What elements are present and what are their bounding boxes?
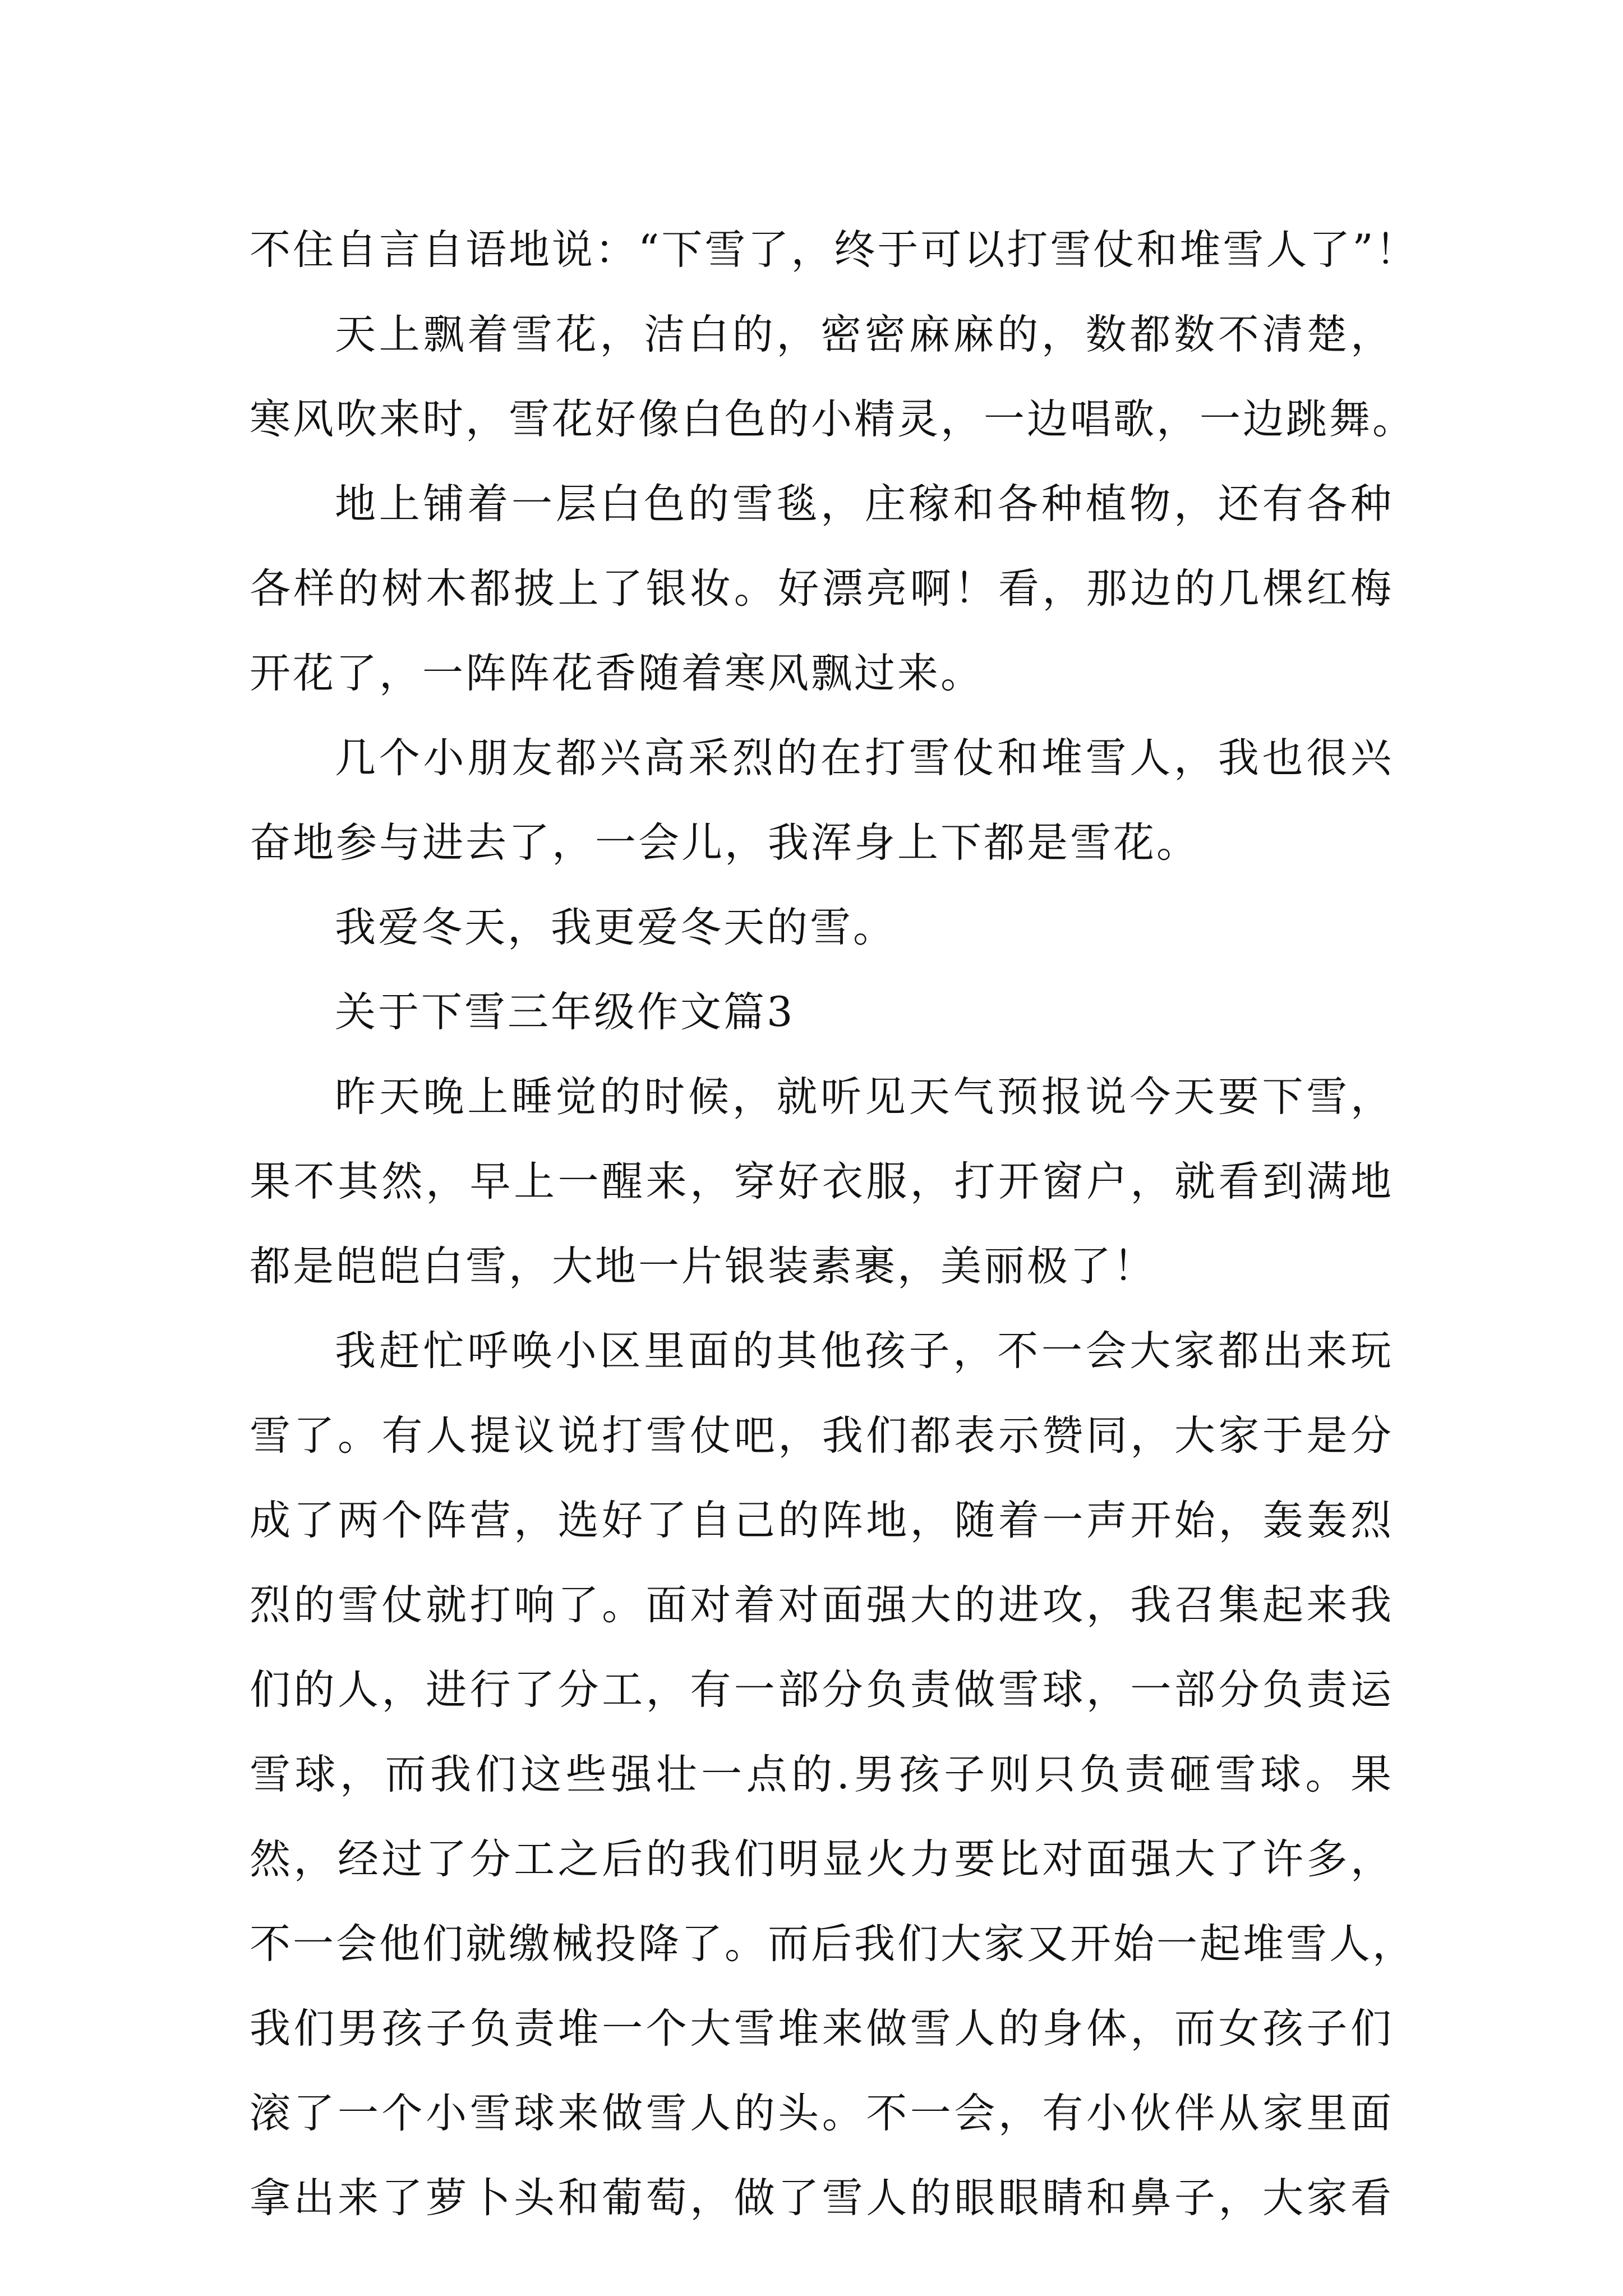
text-line: 雪球，而我们这些强壮一点的.男孩子则只负责砸雪球。果 — [250, 1751, 1394, 1798]
text-line: 然，经过了分工之后的我们明显火力要比对面强大了许多， — [250, 1835, 1394, 1883]
text-line: 都是皑皑白雪，大地一片银装素裹，美丽极了！ — [250, 1243, 1156, 1290]
section-heading: 关于下雪三年级作文篇3 — [335, 988, 795, 1036]
text-line: 寒风吹来时，雪花好像白色的小精灵，一边唱歌，一边跳舞。 — [250, 395, 1415, 443]
text-line: 不一会他们就缴械投降了。而后我们大家又开始一起堆雪人， — [250, 1920, 1415, 1968]
text-line: 雪了。有人提议说打雪仗吧，我们都表示赞同，大家于是分 — [250, 1412, 1394, 1460]
text-line: 拿出来了萝卜头和葡萄，做了雪人的眼眼睛和鼻子，大家看 — [250, 2174, 1394, 2222]
text-line: 开花了，一阵阵花香随着寒风飘过来。 — [250, 650, 984, 697]
text-line: 地上铺着一层白色的雪毯，庄稼和各种植物，还有各种 — [335, 480, 1394, 528]
text-line: 我爱冬天，我更爱冬天的雪。 — [335, 904, 896, 951]
text-line: 不住自言自语地说：“下雪了，终于可以打雪仗和堆雪人了”！ — [250, 226, 1419, 274]
text-line: 我们男孩子负责堆一个大雪堆来做雪人的身体，而女孩子们 — [250, 2005, 1394, 2053]
text-line: 我赶忙呼唤小区里面的其他孩子，不一会大家都出来玩 — [335, 1327, 1394, 1375]
text-line: 们的人，进行了分工，有一部分负责做雪球，一部分负责运 — [250, 1666, 1394, 1714]
text-line: 成了两个阵营，选好了自己的阵地，随着一声开始，轰轰烈 — [250, 1497, 1394, 1544]
text-line: 奋地参与进去了，一会儿，我浑身上下都是雪花。 — [250, 819, 1200, 867]
text-line: 昨天晚上睡觉的时候，就听见天气预报说今天要下雪， — [335, 1073, 1394, 1121]
text-line: 果不其然，早上一醒来，穿好衣服，打开窗户，就看到满地 — [250, 1158, 1394, 1205]
text-line: 各样的树木都披上了银妆。好漂亮啊！看，那边的几棵红梅 — [250, 565, 1394, 613]
text-line: 天上飘着雪花，洁白的，密密麻麻的，数都数不清楚， — [335, 311, 1394, 358]
text-line: 几个小朋友都兴高采烈的在打雪仗和堆雪人，我也很兴 — [335, 734, 1394, 782]
essay-body — [250, 208, 1419, 2240]
text-line: 滚了一个小雪球来做雪人的头。不一会，有小伙伴从家里面 — [250, 2090, 1394, 2137]
text-line: 烈的雪仗就打响了。面对着对面强大的进攻，我召集起来我 — [250, 1581, 1394, 1629]
